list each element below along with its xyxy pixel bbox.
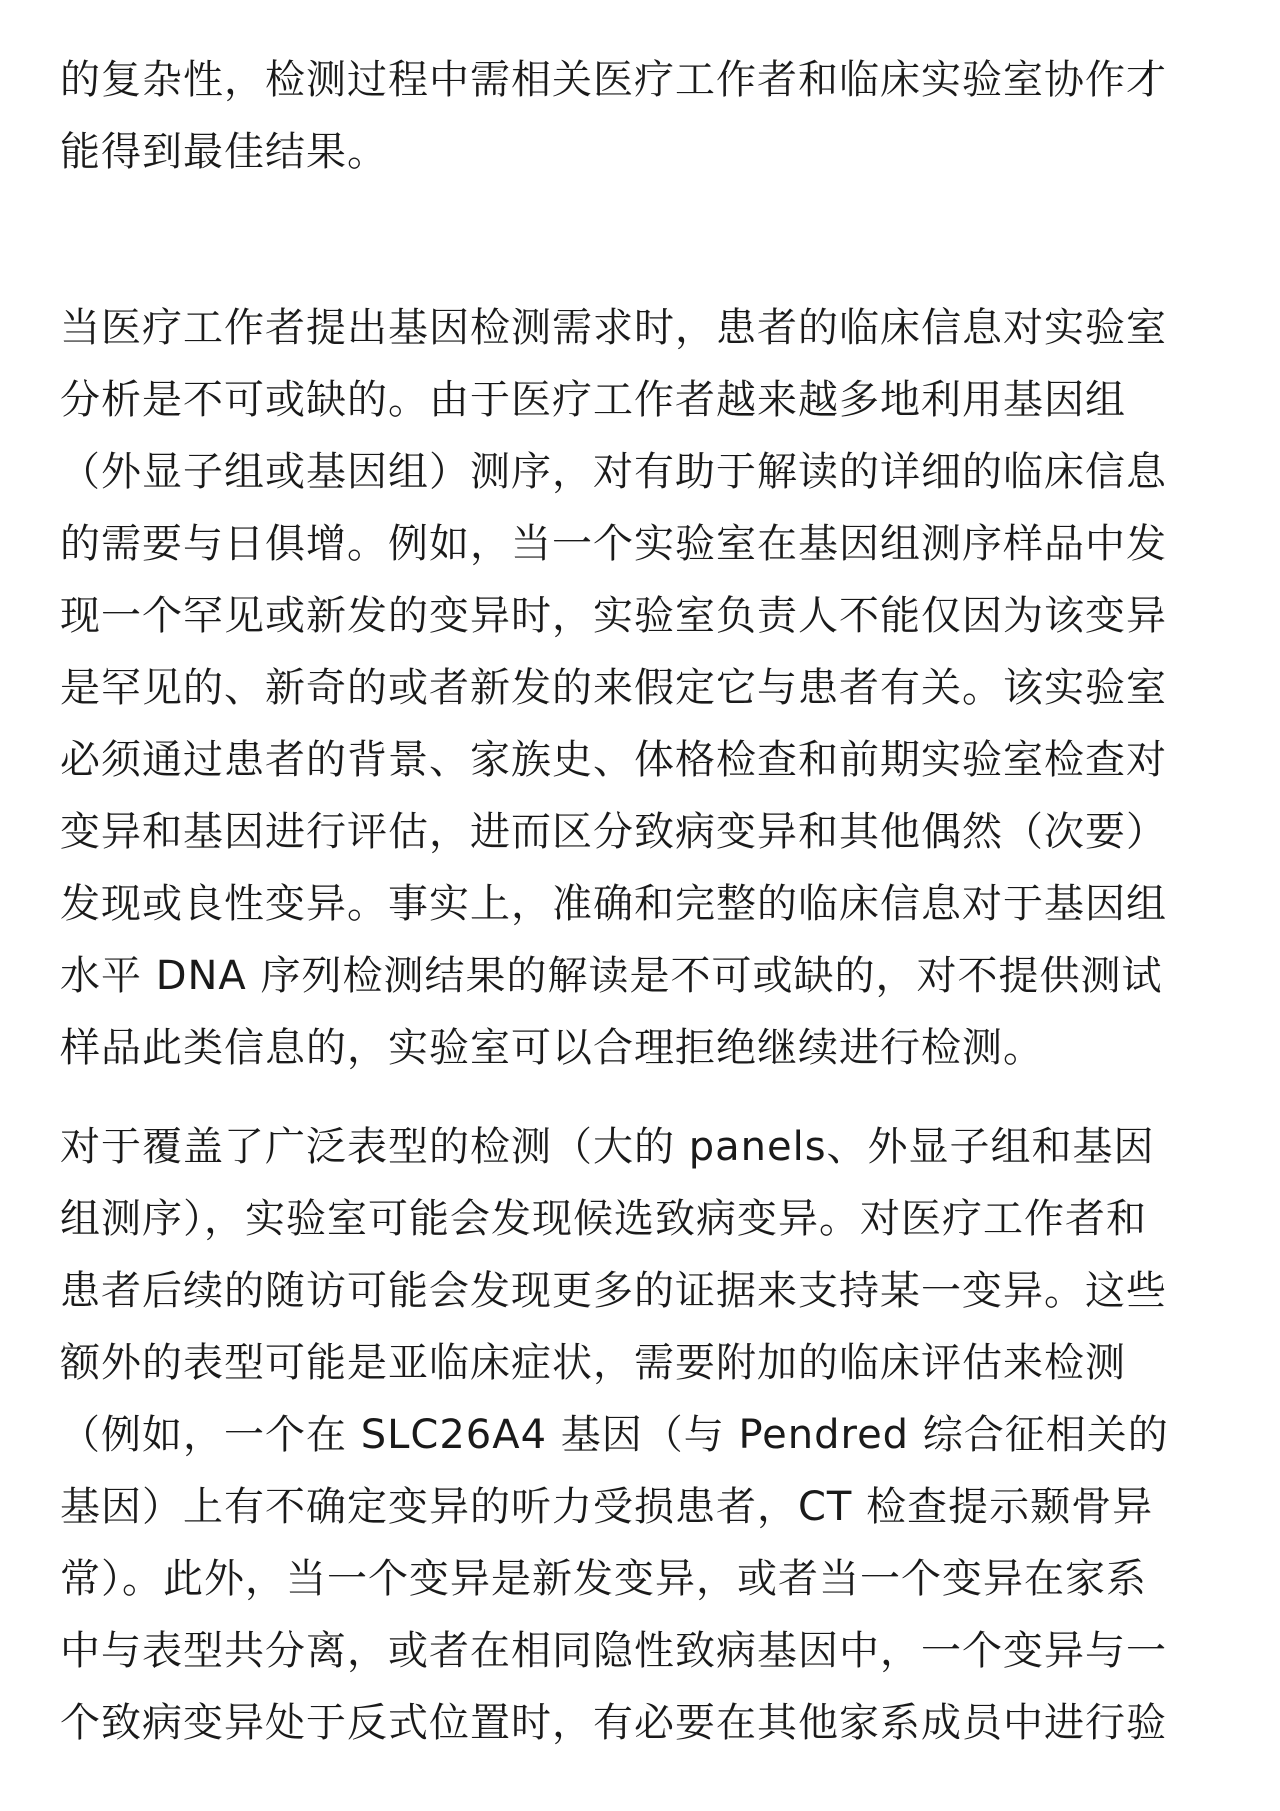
text-line: 能得到最佳结果。 (60, 129, 388, 175)
text-line: 个致病变异处于反式位置时，有必要在其他家系成员中进行验 (60, 1700, 1167, 1746)
text-line: 必须通过患者的背景、家族史、体格检查和前期实验室检查对 (60, 737, 1167, 783)
text-line: （外显子组或基因组）测序，对有助于解读的详细的临床信息 (60, 449, 1167, 495)
text-line: 的复杂性，检测过程中需相关医疗工作者和临床实验室协作才 (60, 57, 1167, 103)
text-line: 水平 DNA 序列检测结果的解读是不可或缺的，对不提供测试 (60, 953, 1163, 999)
text-line: 患者后续的随访可能会发现更多的证据来支持某一变异。这些 (60, 1268, 1167, 1314)
text-line: 分析是不可或缺的。由于医疗工作者越来越多地利用基因组 (60, 377, 1126, 423)
text-line: 常）。此外，当一个变异是新发变异，或者当一个变异在家系 (60, 1556, 1147, 1602)
text-line: 发现或良性变异。事实上，准确和完整的临床信息对于基因组 (60, 881, 1167, 927)
text-line: 样品此类信息的，实验室可以合理拒绝继续进行检测。 (60, 1025, 1044, 1071)
text-line: （例如，一个在 SLC26A4 基因（与 Pendred 综合征相关的 (60, 1412, 1169, 1458)
text-line: 额外的表型可能是亚临床症状，需要附加的临床评估来检测 (60, 1340, 1126, 1386)
text-line: 变异和基因进行评估，进而区分致病变异和其他偶然（次要） (60, 809, 1167, 855)
paragraph-1 (60, 44, 1167, 188)
paragraph-3 (60, 1111, 1169, 1759)
text-line: 中与表型共分离，或者在相同隐性致病基因中，一个变异与一 (60, 1628, 1167, 1674)
text-line: 现一个罕见或新发的变异时，实验室负责人不能仅因为该变异 (60, 593, 1167, 639)
paragraph-2 (60, 292, 1167, 1084)
text-line: 基因）上有不确定变异的听力受损患者，CT 检查提示颞骨异 (60, 1484, 1154, 1530)
text-line: 的需要与日俱增。例如，当一个实验室在基因组测序样品中发 (60, 521, 1167, 567)
text-line: 当医疗工作者提出基因检测需求时，患者的临床信息对实验室 (60, 305, 1167, 351)
text-line: 是罕见的、新奇的或者新发的来假定它与患者有关。该实验室 (60, 665, 1167, 711)
text-line: 组测序），实验室可能会发现候选致病变异。对医疗工作者和 (60, 1196, 1147, 1242)
text-line: 对于覆盖了广泛表型的检测（大的 panels、外显子组和基因 (60, 1124, 1155, 1170)
